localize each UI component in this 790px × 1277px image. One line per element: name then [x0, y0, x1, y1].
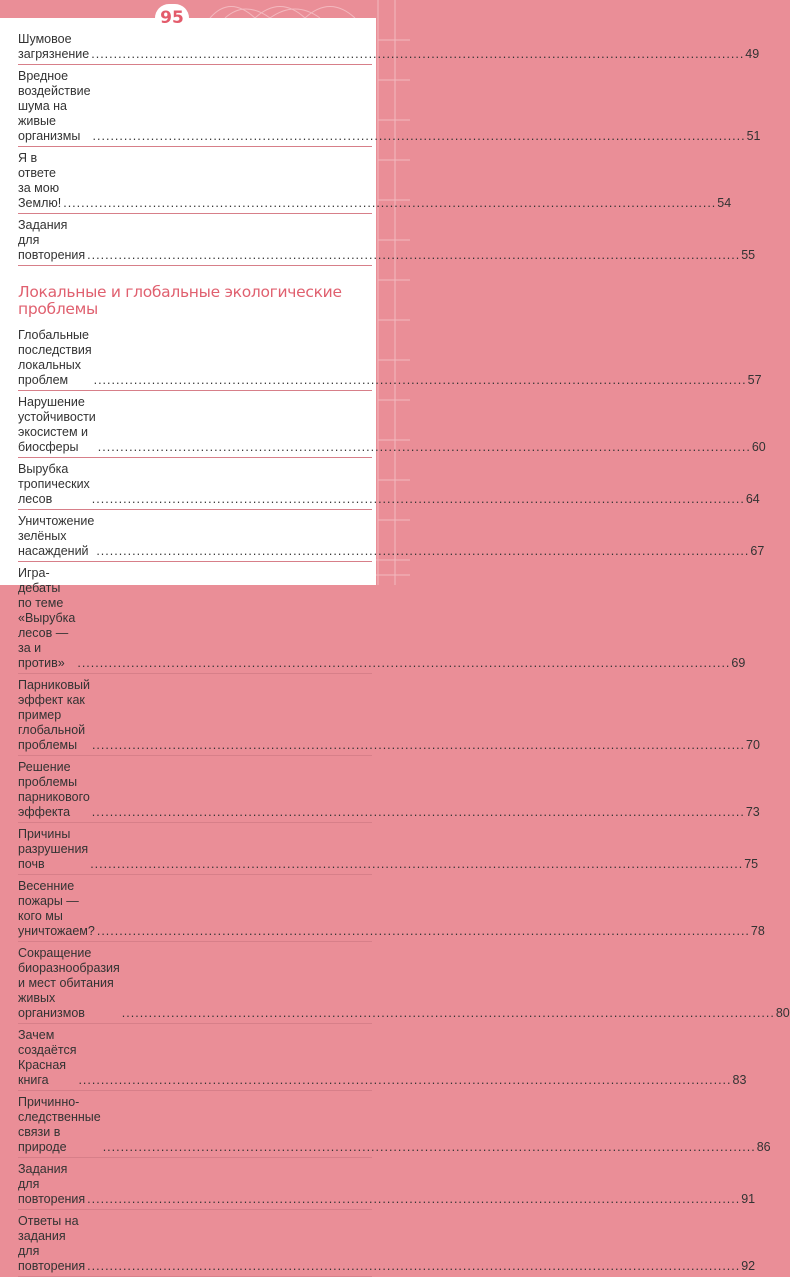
- toc-entry-title: Нарушение устойчивости экосистем и биосферы: [18, 395, 96, 454]
- toc-entry-title: Уничтожение зелёных насаждений: [18, 514, 95, 558]
- toc-entry[interactable]: [18, 324, 762, 391]
- dot-leader: [122, 1006, 775, 1021]
- toc-entry-page: 49: [745, 47, 760, 61]
- toc-entry[interactable]: [18, 147, 732, 214]
- dot-leader: [94, 373, 747, 388]
- toc-entry[interactable]: [18, 214, 756, 266]
- toc-entry-page: 67: [750, 544, 765, 558]
- toc-entry-page: 70: [746, 738, 760, 752]
- toc-entry-page: 51: [746, 129, 761, 143]
- toc-entry-page: 57: [747, 373, 762, 387]
- toc-entry-title: Задания для повторения: [18, 218, 86, 262]
- toc-entry[interactable]: [18, 562, 746, 674]
- toc-entry-page: 80: [775, 1006, 790, 1020]
- toc-entry-page: 55: [741, 248, 756, 262]
- dot-leader: [90, 857, 743, 872]
- toc-entry-title: Весенние пожары — кого мы уничтожаем?: [18, 879, 95, 938]
- toc-entry-page: 91: [741, 1192, 756, 1206]
- section-heading: [18, 284, 358, 318]
- dot-leader: [91, 47, 744, 62]
- toc-entry-page: 69: [731, 656, 746, 670]
- toc-entry[interactable]: [18, 65, 761, 147]
- toc-entry[interactable]: [18, 674, 760, 756]
- toc-entry-title: Глобальные последствия локальных проблем: [18, 328, 92, 387]
- toc-entry[interactable]: [18, 942, 790, 1024]
- toc-list-before: [18, 28, 761, 266]
- dot-leader: [77, 656, 730, 671]
- dot-leader: [103, 1140, 756, 1155]
- toc-entry[interactable]: [18, 391, 766, 458]
- toc-entry[interactable]: [18, 510, 765, 562]
- toc-entry-title: Ответы на задания для повторения: [18, 1214, 86, 1273]
- toc-entry-title: Зачем создаётся Красная книга: [18, 1028, 77, 1087]
- toc-entry-page: 86: [756, 1140, 771, 1154]
- section-heading-text: Локальные и глобальные экологические проблемы: [18, 283, 342, 318]
- toc-entry-title: Сокращение биоразнообразия и мест обитания живых организмов: [18, 946, 120, 1020]
- dot-leader: [96, 544, 749, 559]
- toc-entry-title: Игра-дебаты по теме «Вырубка лесов — за и против»: [18, 566, 76, 670]
- toc-entry-page: 78: [750, 924, 765, 938]
- toc-list-after: [18, 324, 790, 1277]
- toc-panel: [0, 18, 790, 1273]
- toc-entry-title: Вредное воздействие шума на живые организмы: [18, 69, 91, 143]
- toc-entry-title: Задания для повторения: [18, 1162, 86, 1206]
- toc-entry-page: 54: [717, 196, 732, 210]
- toc-entry-title: Вырубка тропических лесов: [18, 462, 90, 506]
- toc-entry-title: Парниковый эффект как пример глобальной проблемы: [18, 678, 90, 752]
- dot-leader: [78, 1073, 731, 1088]
- toc-entry-title: Причинно-следственные связи в природе: [18, 1095, 101, 1154]
- toc-entry-title: Решение проблемы парникового эффекта: [18, 760, 90, 819]
- dot-leader: [98, 440, 751, 455]
- toc-entry[interactable]: [18, 28, 760, 65]
- toc-entry-page: 75: [744, 857, 759, 871]
- toc-entry-title: Шумовое загрязнение: [18, 32, 90, 61]
- toc-entry-page: 73: [745, 805, 760, 819]
- toc-entry[interactable]: [18, 756, 760, 823]
- dot-leader: [63, 196, 716, 211]
- toc-entry[interactable]: [18, 1024, 747, 1091]
- toc-entry[interactable]: [18, 1210, 756, 1277]
- dot-leader: [87, 1259, 740, 1274]
- toc-entry-page: 64: [745, 492, 760, 506]
- toc-entry-title: Причины разрушения почв: [18, 827, 89, 871]
- dot-leader: [93, 129, 746, 144]
- dot-leader: [87, 248, 740, 263]
- dot-leader: [87, 1192, 740, 1207]
- toc-entry[interactable]: [18, 458, 760, 510]
- dot-leader: [92, 492, 745, 507]
- toc-entry-page: 92: [741, 1259, 756, 1273]
- toc-entry[interactable]: [18, 875, 765, 942]
- toc-entry-page: 83: [732, 1073, 747, 1087]
- toc-entry[interactable]: [18, 1091, 771, 1158]
- page-number: 95: [155, 4, 189, 32]
- toc-entry[interactable]: [18, 1158, 756, 1210]
- dot-leader: [92, 805, 745, 820]
- dot-leader: [92, 738, 745, 753]
- toc-entry[interactable]: [18, 823, 759, 875]
- toc-entry-page: 60: [751, 440, 766, 454]
- dot-leader: [97, 924, 750, 939]
- toc-entry-title: Я в ответе за мою Землю!: [18, 151, 62, 210]
